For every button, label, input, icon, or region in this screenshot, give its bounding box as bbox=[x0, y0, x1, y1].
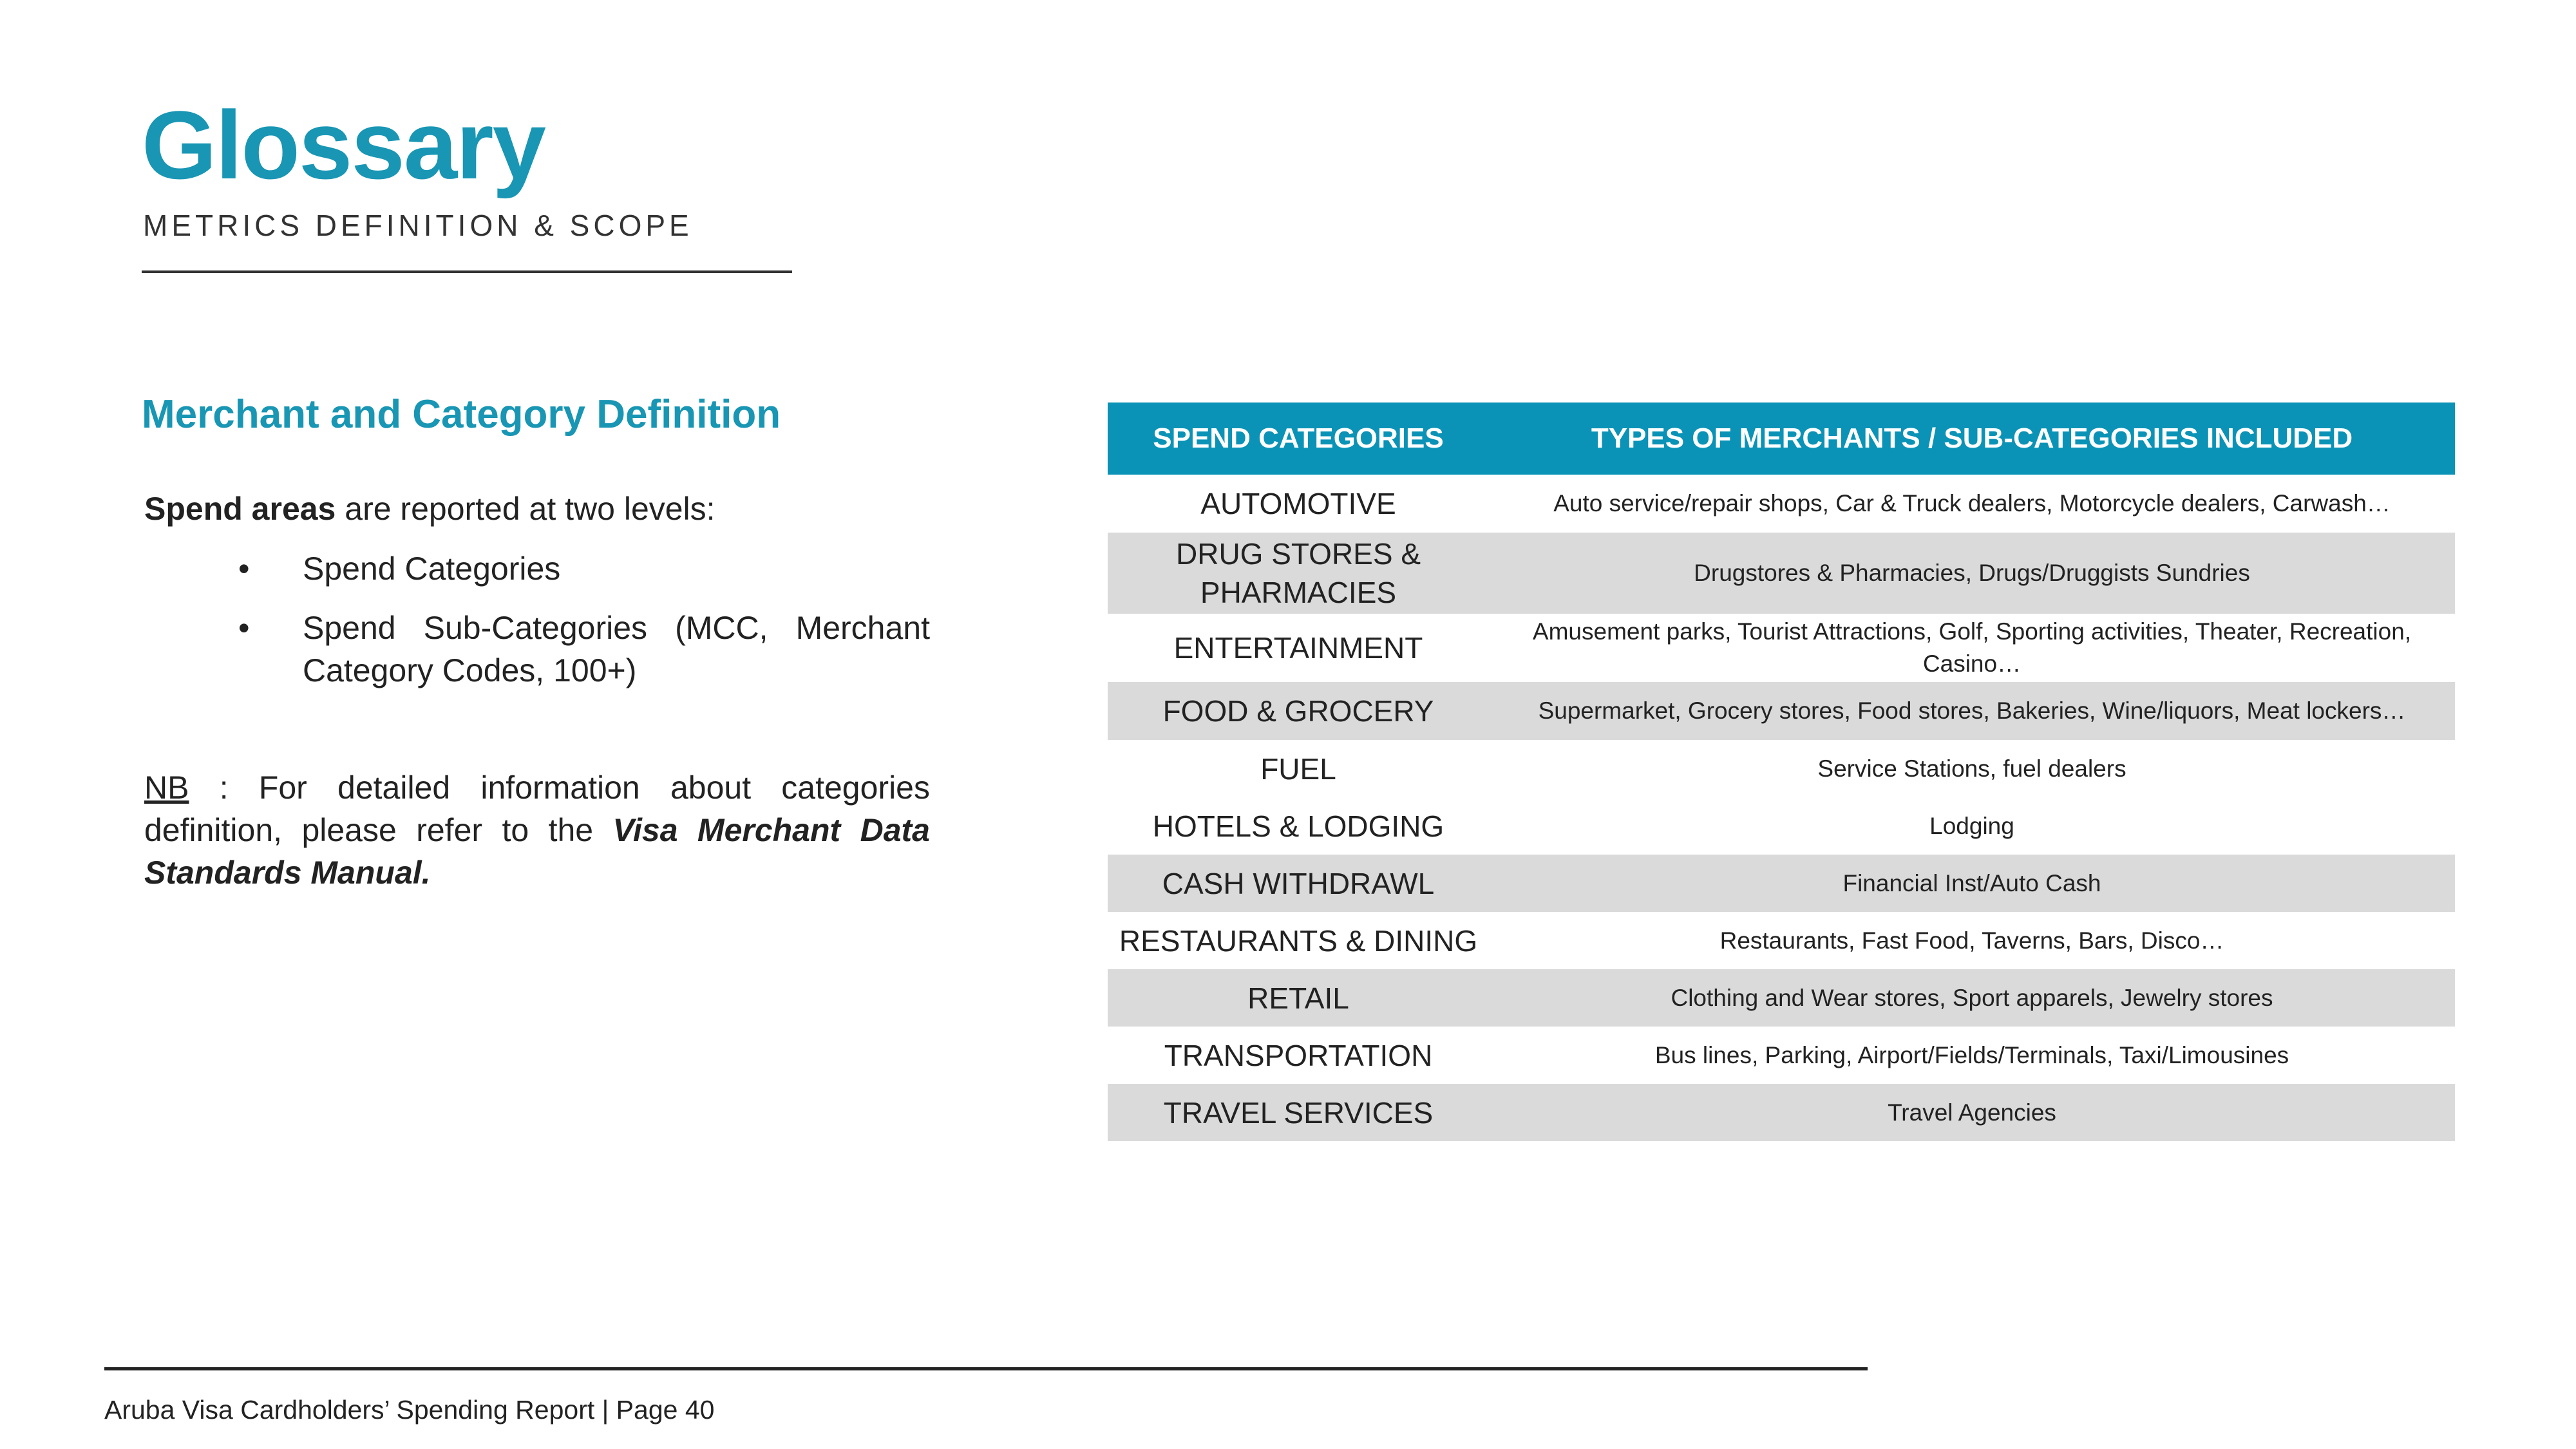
category-cell: CASH WITHDRAWL bbox=[1162, 866, 1435, 900]
column-header-merchant-types: TYPES OF MERCHANTS / SUB-CATEGORIES INCLUDED bbox=[1591, 422, 2353, 454]
list-item-text: Spend Categories bbox=[303, 551, 561, 587]
table-row bbox=[1108, 1027, 2455, 1084]
page-subtitle: METRICS DEFINITION & SCOPE bbox=[143, 209, 693, 242]
category-cell: RESTAURANTS & DINING bbox=[1119, 923, 1478, 958]
list-item bbox=[238, 607, 930, 692]
footer-text: Aruba Visa Cardholders’ Spending Report | Page 40 bbox=[104, 1395, 715, 1425]
table-header bbox=[1108, 402, 2455, 475]
merchants-cell: Supermarket, Grocery stores, Food stores, Bakeries, Wine/liquors, Meat lockers… bbox=[1538, 697, 2406, 724]
merchants-cell: Clothing and Wear stores, Sport apparels, Jewelry stores bbox=[1671, 984, 2273, 1011]
column-header-spend-categories: SPEND CATEGORIES bbox=[1153, 422, 1444, 454]
category-cell: HOTELS & LODGING bbox=[1152, 809, 1444, 843]
title-divider bbox=[142, 270, 792, 273]
table-row bbox=[1108, 969, 2455, 1027]
merchants-cell: Drugstores & Pharmacies, Drugs/Druggists Sundries bbox=[1694, 560, 2250, 586]
merchants-cell: Amusement parks, Tourist Attractions, Golf, Sporting activities, Theater, Recreation, Casino… bbox=[1532, 618, 2412, 677]
table-body bbox=[1108, 475, 2455, 1141]
footer-divider bbox=[104, 1367, 1868, 1370]
table-row bbox=[1108, 614, 2455, 682]
table-row bbox=[1108, 912, 2455, 969]
merchants-cell: Restaurants, Fast Food, Taverns, Bars, Disco… bbox=[1719, 927, 2224, 954]
note-paragraph bbox=[144, 766, 930, 894]
category-cell: TRANSPORTATION bbox=[1164, 1038, 1433, 1072]
category-cell: AUTOMOTIVE bbox=[1200, 487, 1396, 520]
category-cell: TRAVEL SERVICES bbox=[1163, 1095, 1434, 1130]
category-cell: FOOD & GROCERY bbox=[1162, 694, 1434, 728]
list-item-text: Spend Sub-Categories (MCC, Merchant Category Codes, 100+) bbox=[303, 610, 930, 688]
category-cell: ENTERTAINMENT bbox=[1173, 631, 1423, 665]
table-row bbox=[1108, 740, 2455, 797]
merchants-cell: Bus lines, Parking, Airport/Fields/Terminals, Taxi/Limousines bbox=[1654, 1041, 2289, 1068]
bullet-icon: • bbox=[238, 551, 250, 587]
table-row bbox=[1108, 475, 2455, 533]
note-text: : For detailed information about categories definition, please refer to the bbox=[144, 770, 930, 848]
merchants-cell: Auto service/repair shops, Car & Truck dealers, Motorcycle dealers, Carwash… bbox=[1553, 490, 2391, 516]
category-cell: RETAIL bbox=[1247, 981, 1349, 1015]
category-cell: FUEL bbox=[1260, 752, 1336, 786]
table-row bbox=[1108, 533, 2455, 614]
merchants-cell: Travel Agencies bbox=[1888, 1099, 2056, 1126]
table-row bbox=[1108, 682, 2455, 740]
table-row bbox=[1108, 855, 2455, 912]
intro-text: are reported at two levels: bbox=[336, 491, 715, 527]
table-row bbox=[1108, 1084, 2455, 1141]
category-cell: DRUG STORES & PHARMACIES bbox=[1176, 537, 1421, 609]
table-row bbox=[1108, 797, 2455, 855]
merchants-cell: Service Stations, fuel dealers bbox=[1817, 755, 2126, 782]
intro-bold-term: Spend areas bbox=[144, 491, 336, 527]
levels-list bbox=[238, 547, 930, 708]
list-item bbox=[238, 547, 930, 590]
section-heading: Merchant and Category Definition bbox=[142, 392, 781, 437]
manual-reference: Visa Merchant Data Standards Manual. bbox=[144, 812, 930, 891]
page-title: Glossary bbox=[142, 91, 545, 199]
merchants-cell: Lodging bbox=[1929, 812, 2014, 839]
spend-categories-table bbox=[1108, 402, 2455, 1141]
bullet-icon: • bbox=[238, 610, 250, 646]
merchants-cell: Financial Inst/Auto Cash bbox=[1842, 869, 2101, 896]
note-label: NB bbox=[144, 770, 189, 806]
intro-paragraph bbox=[144, 489, 715, 528]
